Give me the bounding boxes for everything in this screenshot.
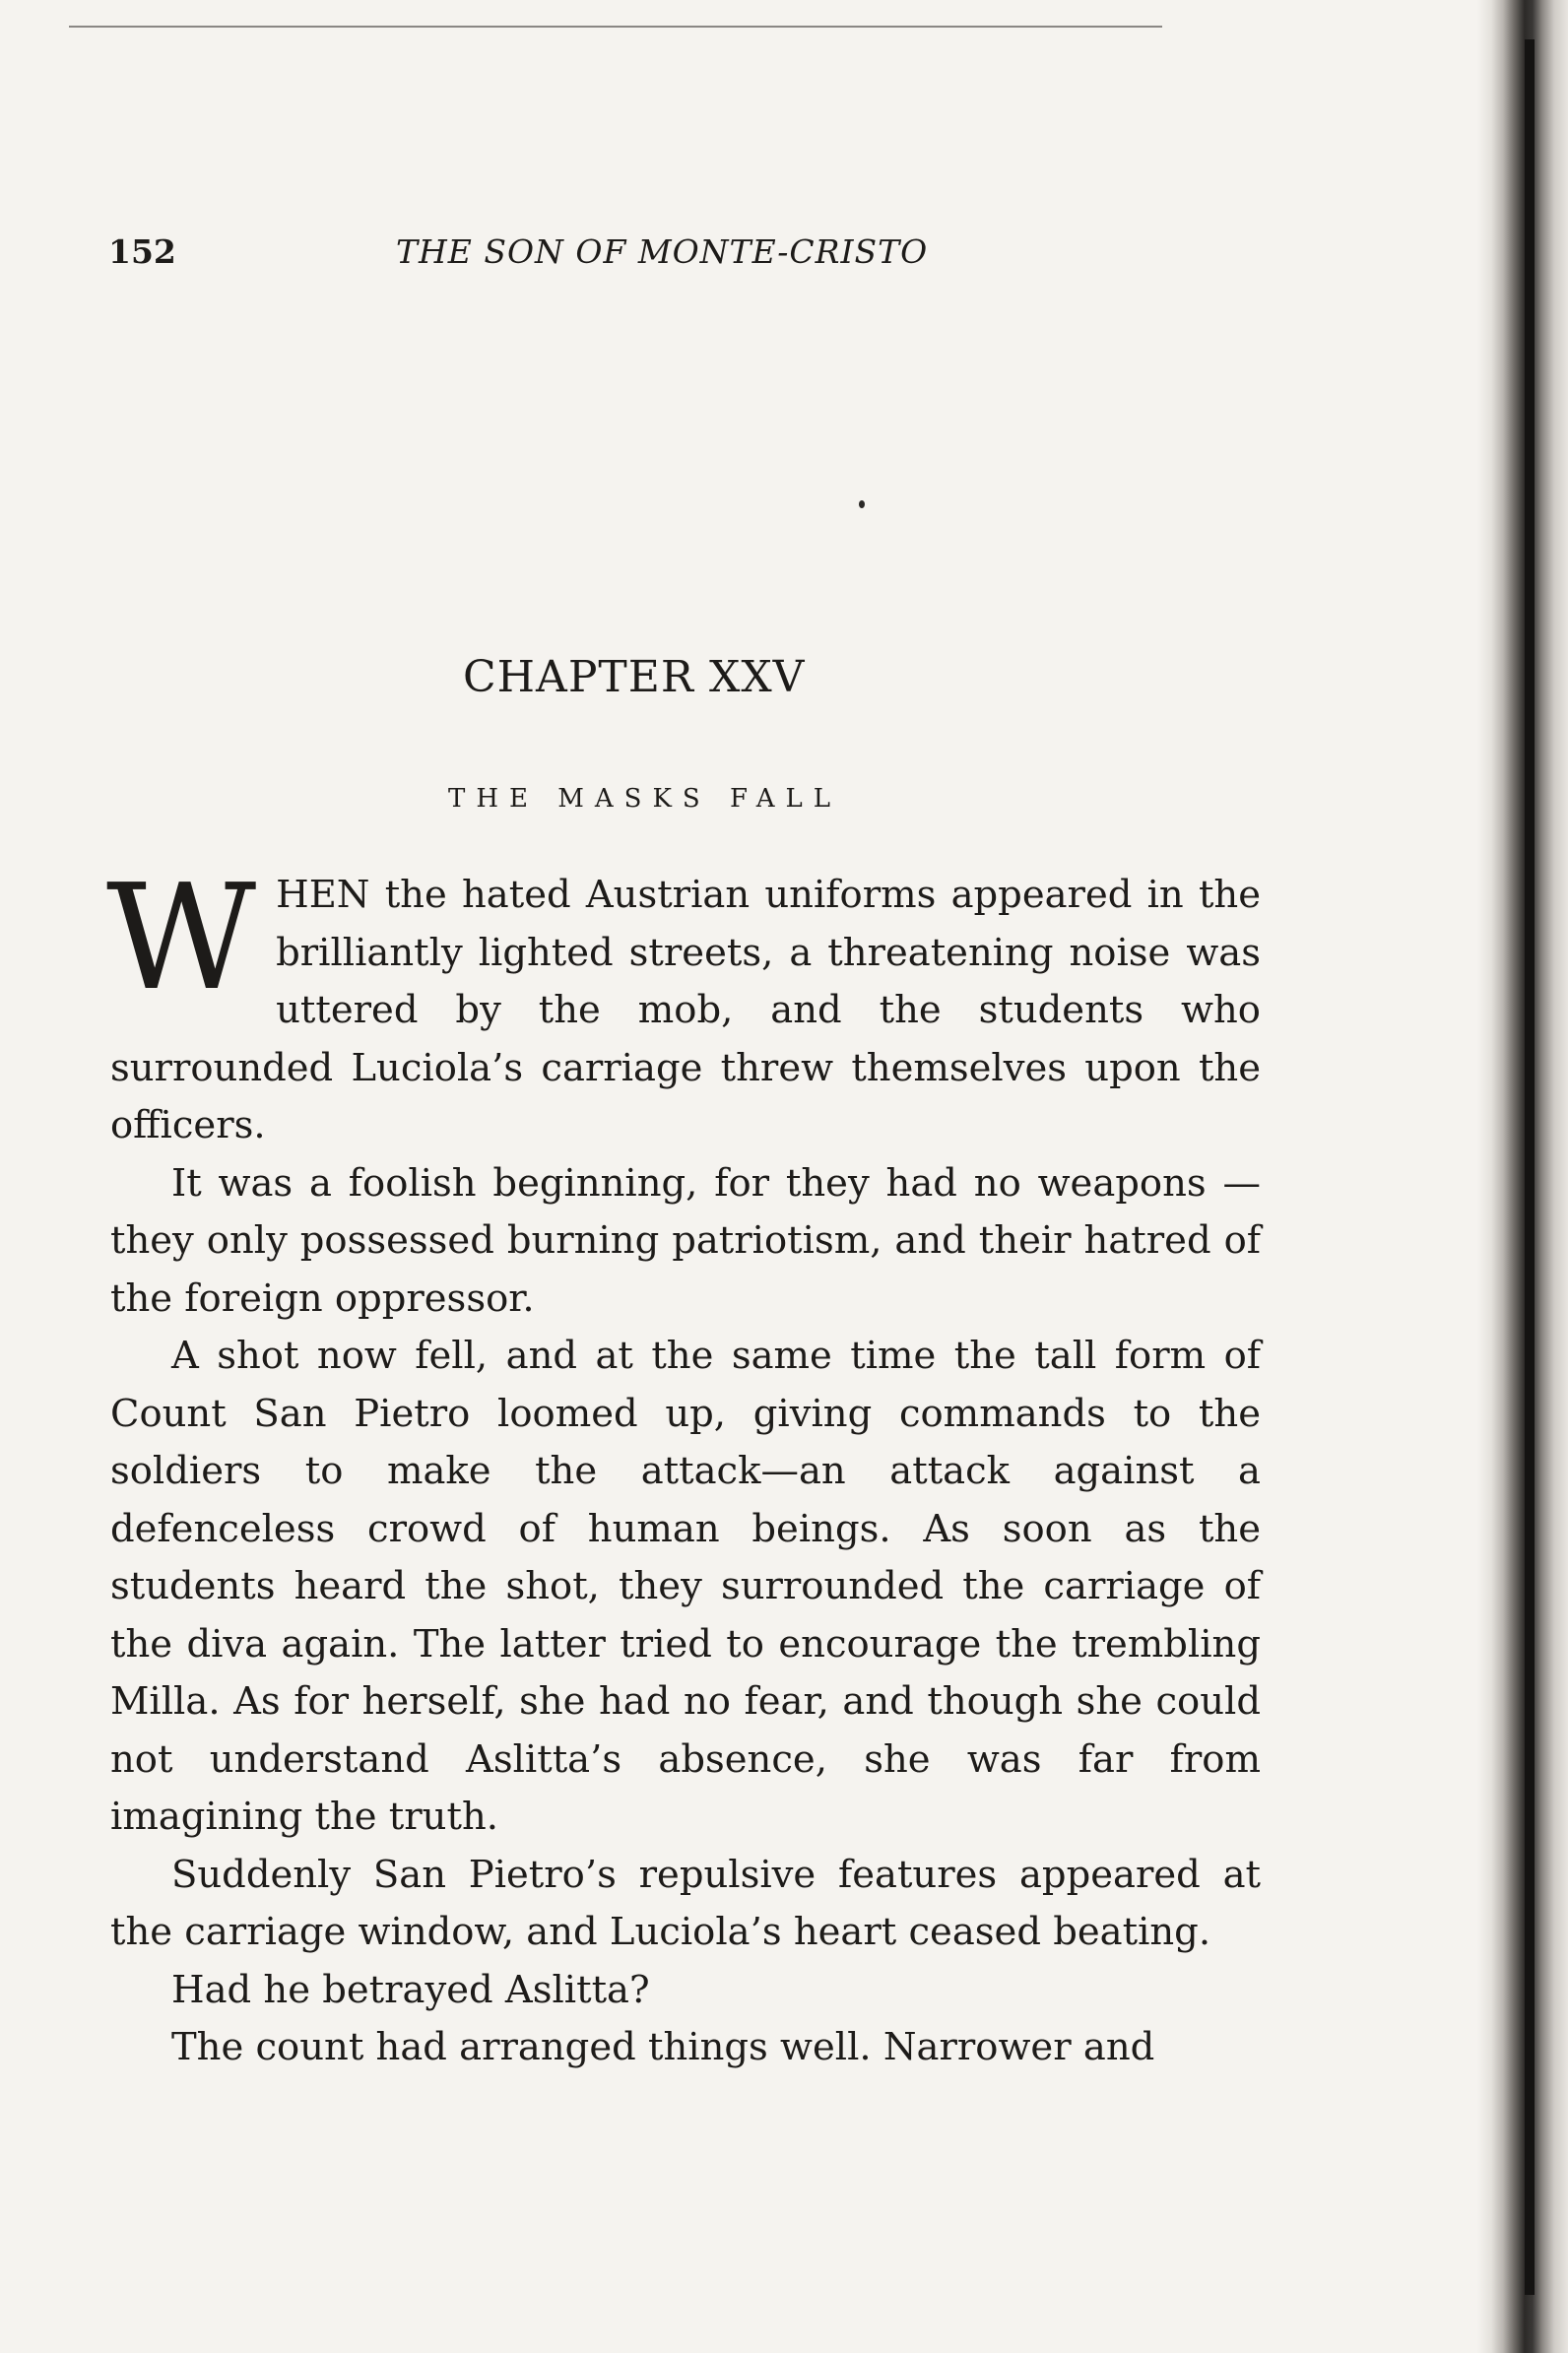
paragraph: It was a foolish beginning, for they had no weapons —they only possessed burning patriotism, and their hatred of the foreign oppressor.: [110, 1160, 1261, 1321]
paragraph: The count had arranged things well. Narrower and: [171, 2025, 1155, 2069]
binding-edge: [1477, 0, 1568, 2353]
top-rule: [69, 26, 1162, 28]
paragraph-text: HEN the hated Austrian uniforms appeared in the brilliantly lighted streets, a threatening noise was uttered by the mob, and the students who surrounded Luciola’s carriage threw themselves upon the officers.: [110, 873, 1261, 1147]
running-head: [108, 230, 995, 274]
paragraph: Had he betrayed Aslitta?: [171, 1967, 650, 2012]
body-text: [106, 853, 1261, 2077]
paragraph: A shot now fell, and at the same time the tall form of Count San Pietro loomed up, giving commands to the soldiers to make the attack—an attack against a defenceless crowd of human beings. As soon as the students heard the shot, they surrounded the carriage of the diva again. The latter tried to encourage the trembling Milla. As for herself, she had no fear, and though she could not understand Aslitta’s absence, she was far from imagining the truth.: [110, 1334, 1261, 1839]
paragraph: [106, 853, 1261, 1155]
chapter-number: CHAPTER XXV: [463, 652, 806, 702]
running-title: THE SON OF MONTE-CRISTO: [396, 232, 929, 271]
ink-speck: [859, 500, 865, 508]
chapter-title: THE MASKS FALL: [448, 784, 842, 814]
page-number: 152: [108, 232, 176, 271]
drop-cap: W: [106, 853, 257, 1022]
paragraph: Suddenly San Pietro’s repulsive features appeared at the carriage window, and Luciola’s heart ceased beating.: [110, 1852, 1261, 1954]
